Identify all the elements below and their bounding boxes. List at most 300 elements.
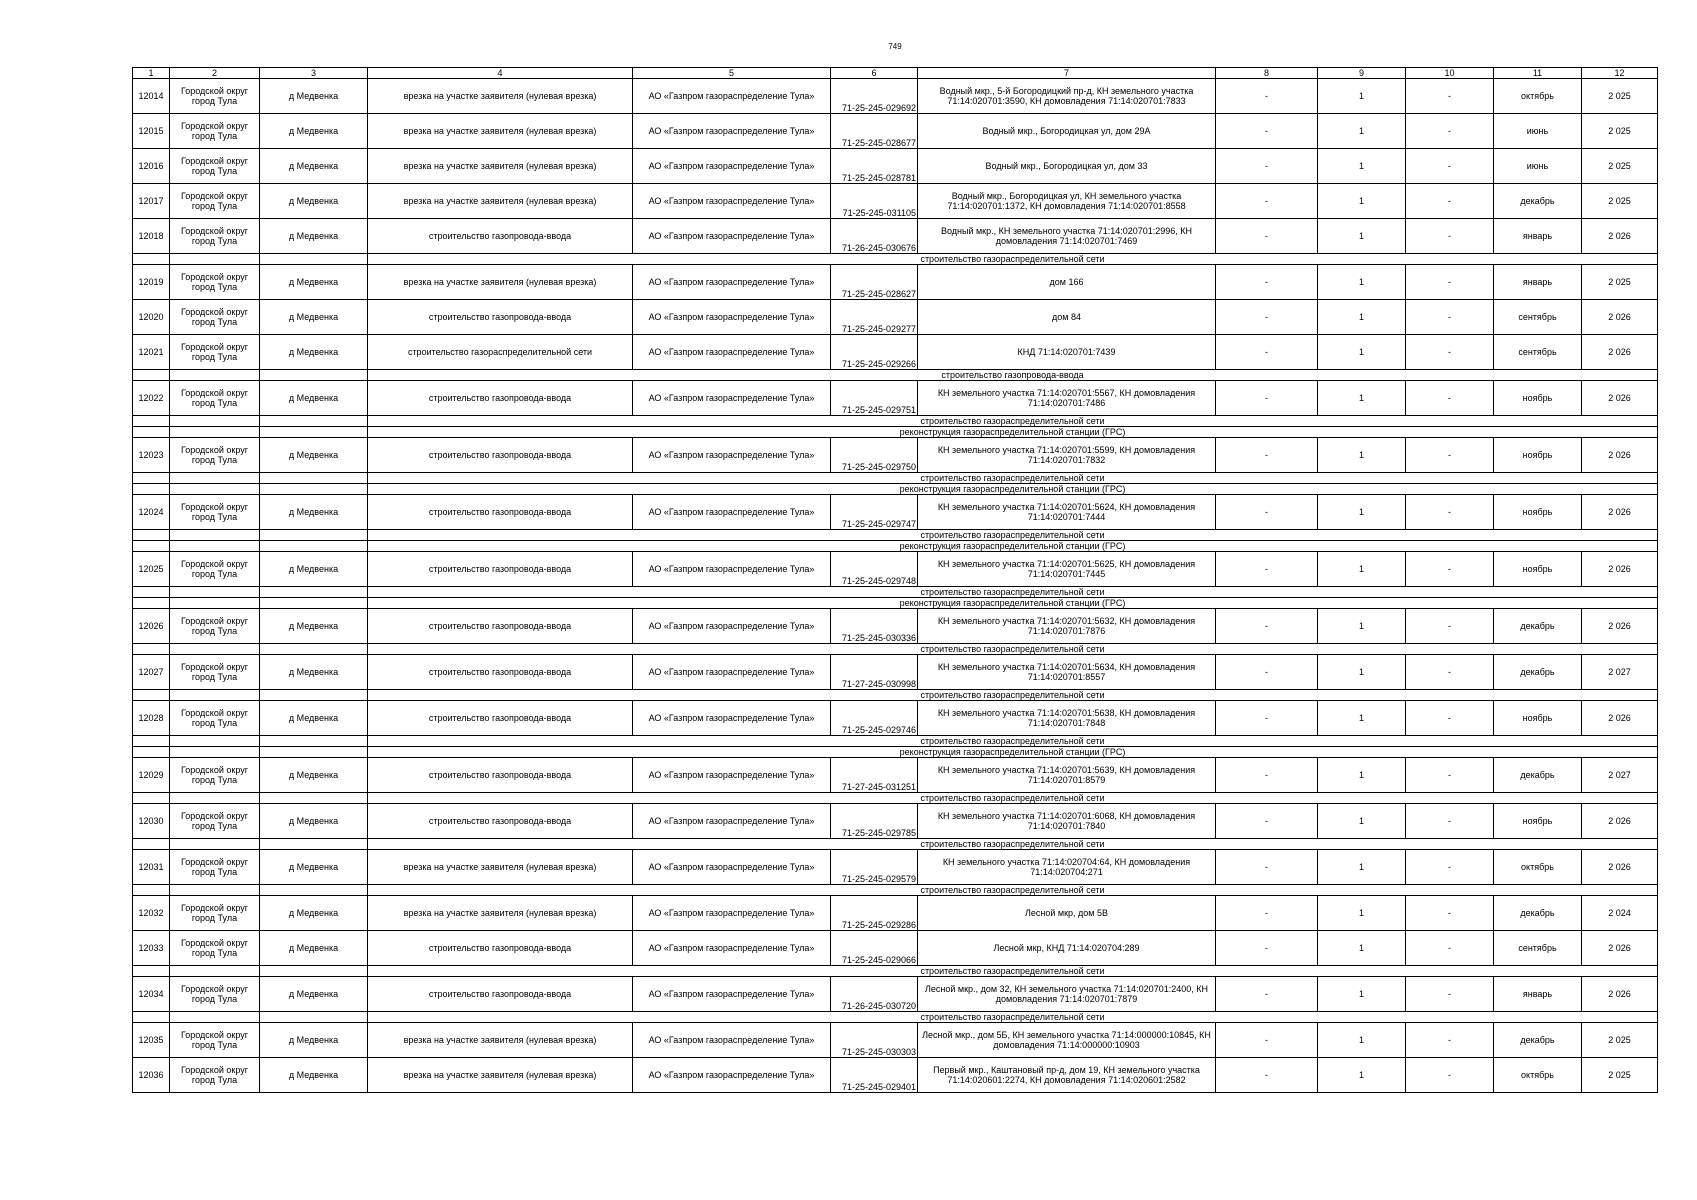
empty-cell <box>260 370 368 381</box>
year-cell: 2 025 <box>1582 114 1658 149</box>
col8-value-cell: - <box>1216 977 1318 1012</box>
sub-row <box>133 473 1658 484</box>
col8-value-cell: - <box>1216 149 1318 184</box>
table-row <box>133 655 1658 690</box>
table-row <box>133 896 1658 931</box>
table-row <box>133 114 1658 149</box>
municipality-cell: Городской округ город Тула <box>170 609 260 644</box>
col8-value-cell: - <box>1216 265 1318 300</box>
column-header: 2 <box>170 68 260 79</box>
municipality-cell: Городской округ город Тула <box>170 701 260 736</box>
municipality-cell: Городской округ город Тула <box>170 896 260 931</box>
address-cell: КН земельного участка 71:14:020701:5639, КН домовладения 71:14:020701:8579 <box>918 758 1216 793</box>
organization-cell: АО «Газпром газораспределение Тула» <box>633 265 831 300</box>
address-cell: КН земельного участка 71:14:020701:5599, КН домовладения 71:14:020701:7832 <box>918 438 1216 473</box>
month-cell: январь <box>1494 977 1582 1012</box>
row-number-cell: 12023 <box>133 438 170 473</box>
page-number: 749 <box>888 42 902 51</box>
col10-value-cell: - <box>1406 149 1494 184</box>
address-cell: Лесной мкр., дом 32, КН земельного участка 71:14:020701:2400, КН домовладения 71:14:020701:7879 <box>918 977 1216 1012</box>
year-cell: 2 024 <box>1582 896 1658 931</box>
application-code-cell: 71-26-245-030720 <box>831 977 918 1012</box>
empty-cell <box>133 839 170 850</box>
empty-cell <box>260 530 368 541</box>
row-number-cell: 12021 <box>133 335 170 370</box>
application-code-cell: 71-26-245-030676 <box>831 219 918 254</box>
application-code-cell: 71-25-245-030336 <box>831 609 918 644</box>
application-code-cell: 71-25-245-029692 <box>831 79 918 114</box>
sub-work-label: строительство газораспределительной сети <box>368 690 1658 701</box>
application-code-cell: 71-25-245-028627 <box>831 265 918 300</box>
month-cell: ноябрь <box>1494 495 1582 530</box>
empty-cell <box>170 416 260 427</box>
organization-cell: АО «Газпром газораспределение Тула» <box>633 850 831 885</box>
col10-value-cell: - <box>1406 265 1494 300</box>
col10-value-cell: - <box>1406 300 1494 335</box>
month-cell: ноябрь <box>1494 381 1582 416</box>
month-cell: июнь <box>1494 149 1582 184</box>
table-row <box>133 79 1658 114</box>
col10-value-cell: - <box>1406 701 1494 736</box>
empty-cell <box>260 966 368 977</box>
sub-work-label: строительство газораспределительной сети <box>368 885 1658 896</box>
year-cell: 2 026 <box>1582 804 1658 839</box>
settlement-cell: д Медвенка <box>260 300 368 335</box>
empty-cell <box>133 1012 170 1023</box>
month-cell: декабрь <box>1494 184 1582 219</box>
col9-value-cell: 1 <box>1318 149 1406 184</box>
application-code-cell: 71-25-245-029401 <box>831 1058 918 1093</box>
municipality-cell: Городской округ город Тула <box>170 184 260 219</box>
col8-value-cell: - <box>1216 850 1318 885</box>
row-number-cell: 12022 <box>133 381 170 416</box>
organization-cell: АО «Газпром газораспределение Тула» <box>633 219 831 254</box>
year-cell: 2 026 <box>1582 495 1658 530</box>
table-row <box>133 552 1658 587</box>
settlement-cell: д Медвенка <box>260 219 368 254</box>
year-cell: 2 025 <box>1582 79 1658 114</box>
empty-cell <box>260 598 368 609</box>
col8-value-cell: - <box>1216 758 1318 793</box>
row-number-cell: 12018 <box>133 219 170 254</box>
empty-cell <box>170 598 260 609</box>
organization-cell: АО «Газпром газораспределение Тула» <box>633 758 831 793</box>
row-number-cell: 12030 <box>133 804 170 839</box>
col9-value-cell: 1 <box>1318 265 1406 300</box>
month-cell: июнь <box>1494 114 1582 149</box>
table-row <box>133 438 1658 473</box>
col10-value-cell: - <box>1406 381 1494 416</box>
empty-cell <box>260 1012 368 1023</box>
year-cell: 2 026 <box>1582 850 1658 885</box>
col9-value-cell: 1 <box>1318 219 1406 254</box>
year-cell: 2 027 <box>1582 758 1658 793</box>
month-cell: декабрь <box>1494 1023 1582 1058</box>
year-cell: 2 026 <box>1582 300 1658 335</box>
empty-cell <box>133 416 170 427</box>
col9-value-cell: 1 <box>1318 438 1406 473</box>
row-number-cell: 12024 <box>133 495 170 530</box>
sub-row <box>133 484 1658 495</box>
organization-cell: АО «Газпром газораспределение Тула» <box>633 495 831 530</box>
empty-cell <box>170 587 260 598</box>
empty-cell <box>260 690 368 701</box>
empty-cell <box>133 530 170 541</box>
municipality-cell: Городской округ город Тула <box>170 1023 260 1058</box>
month-cell: январь <box>1494 265 1582 300</box>
col10-value-cell: - <box>1406 184 1494 219</box>
settlement-cell: д Медвенка <box>260 977 368 1012</box>
column-header: 12 <box>1582 68 1658 79</box>
col10-value-cell: - <box>1406 758 1494 793</box>
municipality-cell: Городской округ город Тула <box>170 758 260 793</box>
settlement-cell: д Медвенка <box>260 552 368 587</box>
settlement-cell: д Медвенка <box>260 609 368 644</box>
settlement-cell: д Медвенка <box>260 265 368 300</box>
municipality-cell: Городской округ город Тула <box>170 335 260 370</box>
settlement-cell: д Медвенка <box>260 896 368 931</box>
year-cell: 2 027 <box>1582 655 1658 690</box>
column-header: 4 <box>368 68 633 79</box>
organization-cell: АО «Газпром газораспределение Тула» <box>633 1023 831 1058</box>
column-header: 7 <box>918 68 1216 79</box>
table-row <box>133 300 1658 335</box>
table-row <box>133 701 1658 736</box>
work-type-cell: строительство газопровода-ввода <box>368 804 633 839</box>
work-type-cell: врезка на участке заявителя (нулевая врезка) <box>368 1023 633 1058</box>
empty-cell <box>133 484 170 495</box>
municipality-cell: Городской округ город Тула <box>170 850 260 885</box>
empty-cell <box>260 587 368 598</box>
col8-value-cell: - <box>1216 438 1318 473</box>
address-cell: дом 84 <box>918 300 1216 335</box>
application-code-cell: 71-25-245-029266 <box>831 335 918 370</box>
sub-work-label: строительство газораспределительной сети <box>368 966 1658 977</box>
address-cell: КН земельного участка 71:14:020701:6068, КН домовладения 71:14:020701:7840 <box>918 804 1216 839</box>
column-header: 10 <box>1406 68 1494 79</box>
work-type-cell: строительство газопровода-ввода <box>368 219 633 254</box>
table-row <box>133 1023 1658 1058</box>
sub-row <box>133 747 1658 758</box>
work-type-cell: врезка на участке заявителя (нулевая врезка) <box>368 896 633 931</box>
empty-cell <box>170 370 260 381</box>
month-cell: октябрь <box>1494 850 1582 885</box>
table-row <box>133 609 1658 644</box>
municipality-cell: Городской округ город Тула <box>170 149 260 184</box>
sub-row <box>133 793 1658 804</box>
settlement-cell: д Медвенка <box>260 701 368 736</box>
work-type-cell: строительство газораспределительной сети <box>368 335 633 370</box>
month-cell: ноябрь <box>1494 804 1582 839</box>
year-cell: 2 026 <box>1582 219 1658 254</box>
settlement-cell: д Медвенка <box>260 149 368 184</box>
address-cell: КНД 71:14:020701:7439 <box>918 335 1216 370</box>
col10-value-cell: - <box>1406 335 1494 370</box>
month-cell: ноябрь <box>1494 552 1582 587</box>
row-number-cell: 12014 <box>133 79 170 114</box>
table-row <box>133 804 1658 839</box>
settlement-cell: д Медвенка <box>260 79 368 114</box>
sub-work-label: строительство газораспределительной сети <box>368 644 1658 655</box>
col8-value-cell: - <box>1216 184 1318 219</box>
sub-row <box>133 541 1658 552</box>
col10-value-cell: - <box>1406 438 1494 473</box>
col9-value-cell: 1 <box>1318 931 1406 966</box>
sub-work-label: реконструкция газораспределительной станции (ГРС) <box>368 484 1658 495</box>
organization-cell: АО «Газпром газораспределение Тула» <box>633 184 831 219</box>
table-row <box>133 931 1658 966</box>
table-row <box>133 219 1658 254</box>
settlement-cell: д Медвенка <box>260 381 368 416</box>
col8-value-cell: - <box>1216 1058 1318 1093</box>
organization-cell: АО «Газпром газораспределение Тула» <box>633 381 831 416</box>
municipality-cell: Городской округ город Тула <box>170 381 260 416</box>
empty-cell <box>133 254 170 265</box>
empty-cell <box>133 747 170 758</box>
sub-row <box>133 530 1658 541</box>
sub-row <box>133 885 1658 896</box>
sub-work-label: реконструкция газораспределительной станции (ГРС) <box>368 427 1658 438</box>
organization-cell: АО «Газпром газораспределение Тула» <box>633 1058 831 1093</box>
sub-row <box>133 427 1658 438</box>
application-code-cell: 71-25-245-031105 <box>831 184 918 219</box>
col9-value-cell: 1 <box>1318 552 1406 587</box>
table-row <box>133 381 1658 416</box>
empty-cell <box>133 690 170 701</box>
empty-cell <box>133 644 170 655</box>
address-cell: Водный мкр., Богородицкая ул, дом 29А <box>918 114 1216 149</box>
empty-cell <box>260 427 368 438</box>
municipality-cell: Городской округ город Тула <box>170 552 260 587</box>
work-type-cell: строительство газопровода-ввода <box>368 758 633 793</box>
row-number-cell: 12028 <box>133 701 170 736</box>
settlement-cell: д Медвенка <box>260 335 368 370</box>
work-type-cell: строительство газопровода-ввода <box>368 495 633 530</box>
empty-cell <box>170 690 260 701</box>
col9-value-cell: 1 <box>1318 977 1406 1012</box>
col9-value-cell: 1 <box>1318 1023 1406 1058</box>
sub-work-label: строительство газопровода-ввода <box>368 370 1658 381</box>
address-cell: Водный мкр., 5-й Богородицкий пр-д, КН земельного участка 71:14:020701:3590, КН домовладения 71:14:020701:7833 <box>918 79 1216 114</box>
empty-cell <box>170 427 260 438</box>
work-type-cell: врезка на участке заявителя (нулевая врезка) <box>368 79 633 114</box>
col8-value-cell: - <box>1216 381 1318 416</box>
sub-work-label: строительство газораспределительной сети <box>368 416 1658 427</box>
sub-work-label: строительство газораспределительной сети <box>368 530 1658 541</box>
year-cell: 2 026 <box>1582 552 1658 587</box>
col9-value-cell: 1 <box>1318 609 1406 644</box>
col9-value-cell: 1 <box>1318 804 1406 839</box>
column-header: 9 <box>1318 68 1406 79</box>
empty-cell <box>170 747 260 758</box>
empty-cell <box>133 587 170 598</box>
row-number-cell: 12029 <box>133 758 170 793</box>
organization-cell: АО «Газпром газораспределение Тула» <box>633 804 831 839</box>
municipality-cell: Городской округ город Тула <box>170 977 260 1012</box>
empty-cell <box>170 1012 260 1023</box>
municipality-cell: Городской округ город Тула <box>170 79 260 114</box>
organization-cell: АО «Газпром газораспределение Тула» <box>633 79 831 114</box>
municipality-cell: Городской округ город Тула <box>170 300 260 335</box>
sub-row <box>133 598 1658 609</box>
column-header: 8 <box>1216 68 1318 79</box>
year-cell: 2 026 <box>1582 977 1658 1012</box>
address-cell: Лесной мкр., дом 5Б, КН земельного участка 71:14:000000:10845, КН домовладения 71:14:000000:10903 <box>918 1023 1216 1058</box>
application-code-cell: 71-25-245-030303 <box>831 1023 918 1058</box>
address-cell: Первый мкр., Каштановый пр-д, дом 19, КН земельного участка 71:14:020601:2274, КН домовладения 71:14:020601:2582 <box>918 1058 1216 1093</box>
sub-row <box>133 587 1658 598</box>
month-cell: сентябрь <box>1494 335 1582 370</box>
empty-cell <box>170 793 260 804</box>
row-number-cell: 12034 <box>133 977 170 1012</box>
month-cell: декабрь <box>1494 758 1582 793</box>
address-cell: Лесной мкр, КНД 71:14:020704:289 <box>918 931 1216 966</box>
empty-cell <box>170 484 260 495</box>
row-number-cell: 12025 <box>133 552 170 587</box>
empty-cell <box>133 541 170 552</box>
application-code-cell: 71-25-245-028677 <box>831 114 918 149</box>
organization-cell: АО «Газпром газораспределение Тула» <box>633 335 831 370</box>
col10-value-cell: - <box>1406 896 1494 931</box>
settlement-cell: д Медвенка <box>260 1058 368 1093</box>
year-cell: 2 026 <box>1582 335 1658 370</box>
row-number-cell: 12036 <box>133 1058 170 1093</box>
empty-cell <box>170 541 260 552</box>
sub-work-label: строительство газораспределительной сети <box>368 1012 1658 1023</box>
address-cell: КН земельного участка 71:14:020704:64, КН домовладения 71:14:020704:271 <box>918 850 1216 885</box>
col8-value-cell: - <box>1216 300 1318 335</box>
empty-cell <box>170 530 260 541</box>
row-number-cell: 12017 <box>133 184 170 219</box>
work-type-cell: строительство газопровода-ввода <box>368 701 633 736</box>
application-code-cell: 71-25-245-029750 <box>831 438 918 473</box>
column-header: 3 <box>260 68 368 79</box>
row-number-cell: 12026 <box>133 609 170 644</box>
organization-cell: АО «Газпром газораспределение Тула» <box>633 896 831 931</box>
empty-cell <box>170 736 260 747</box>
sub-work-label: реконструкция газораспределительной станции (ГРС) <box>368 598 1658 609</box>
col10-value-cell: - <box>1406 850 1494 885</box>
table-row <box>133 265 1658 300</box>
application-code-cell: 71-27-245-031251 <box>831 758 918 793</box>
col8-value-cell: - <box>1216 655 1318 690</box>
settlement-cell: д Медвенка <box>260 655 368 690</box>
settlement-cell: д Медвенка <box>260 850 368 885</box>
col9-value-cell: 1 <box>1318 381 1406 416</box>
empty-cell <box>260 254 368 265</box>
row-number-cell: 12033 <box>133 931 170 966</box>
work-type-cell: строительство газопровода-ввода <box>368 438 633 473</box>
organization-cell: АО «Газпром газораспределение Тула» <box>633 977 831 1012</box>
data-table <box>132 67 1658 1093</box>
address-cell: КН земельного участка 71:14:020701:5632, КН домовладения 71:14:020701:7876 <box>918 609 1216 644</box>
col10-value-cell: - <box>1406 114 1494 149</box>
work-type-cell: строительство газопровода-ввода <box>368 977 633 1012</box>
column-header: 11 <box>1494 68 1582 79</box>
table-row <box>133 977 1658 1012</box>
col8-value-cell: - <box>1216 114 1318 149</box>
empty-cell <box>133 966 170 977</box>
empty-cell <box>260 793 368 804</box>
col10-value-cell: - <box>1406 609 1494 644</box>
empty-cell <box>260 839 368 850</box>
col9-value-cell: 1 <box>1318 114 1406 149</box>
col9-value-cell: 1 <box>1318 184 1406 219</box>
sub-work-label: строительство газораспределительной сети <box>368 254 1658 265</box>
empty-cell <box>133 885 170 896</box>
sub-row <box>133 839 1658 850</box>
municipality-cell: Городской округ город Тула <box>170 114 260 149</box>
col10-value-cell: - <box>1406 79 1494 114</box>
table-row <box>133 495 1658 530</box>
col9-value-cell: 1 <box>1318 701 1406 736</box>
empty-cell <box>133 598 170 609</box>
sub-row <box>133 254 1658 265</box>
application-code-cell: 71-25-245-029751 <box>831 381 918 416</box>
municipality-cell: Городской округ город Тула <box>170 495 260 530</box>
year-cell: 2 025 <box>1582 184 1658 219</box>
col8-value-cell: - <box>1216 1023 1318 1058</box>
empty-cell <box>170 644 260 655</box>
col8-value-cell: - <box>1216 931 1318 966</box>
col9-value-cell: 1 <box>1318 850 1406 885</box>
sub-row <box>133 1012 1658 1023</box>
work-type-cell: строительство газопровода-ввода <box>368 655 633 690</box>
col9-value-cell: 1 <box>1318 655 1406 690</box>
address-cell: КН земельного участка 71:14:020701:5634, КН домовладения 71:14:020701:8557 <box>918 655 1216 690</box>
sub-work-label: строительство газораспределительной сети <box>368 793 1658 804</box>
settlement-cell: д Медвенка <box>260 114 368 149</box>
col10-value-cell: - <box>1406 804 1494 839</box>
sub-work-label: строительство газораспределительной сети <box>368 473 1658 484</box>
year-cell: 2 026 <box>1582 438 1658 473</box>
row-number-cell: 12019 <box>133 265 170 300</box>
work-type-cell: врезка на участке заявителя (нулевая врезка) <box>368 114 633 149</box>
settlement-cell: д Медвенка <box>260 758 368 793</box>
year-cell: 2 026 <box>1582 931 1658 966</box>
sub-row <box>133 736 1658 747</box>
month-cell: ноябрь <box>1494 438 1582 473</box>
sub-work-label: строительство газораспределительной сети <box>368 736 1658 747</box>
address-cell: Водный мкр., Богородицкая ул, дом 33 <box>918 149 1216 184</box>
empty-cell <box>133 736 170 747</box>
col8-value-cell: - <box>1216 804 1318 839</box>
table-row <box>133 149 1658 184</box>
column-header: 5 <box>633 68 831 79</box>
table-row <box>133 184 1658 219</box>
municipality-cell: Городской округ город Тула <box>170 438 260 473</box>
organization-cell: АО «Газпром газораспределение Тула» <box>633 931 831 966</box>
col10-value-cell: - <box>1406 1023 1494 1058</box>
col9-value-cell: 1 <box>1318 896 1406 931</box>
work-type-cell: строительство газопровода-ввода <box>368 552 633 587</box>
month-cell: январь <box>1494 219 1582 254</box>
organization-cell: АО «Газпром газораспределение Тула» <box>633 701 831 736</box>
col10-value-cell: - <box>1406 219 1494 254</box>
application-code-cell: 71-25-245-029746 <box>831 701 918 736</box>
work-type-cell: врезка на участке заявителя (нулевая врезка) <box>368 850 633 885</box>
organization-cell: АО «Газпром газораспределение Тула» <box>633 114 831 149</box>
month-cell: октябрь <box>1494 1058 1582 1093</box>
settlement-cell: д Медвенка <box>260 438 368 473</box>
address-cell: КН земельного участка 71:14:020701:5625, КН домовладения 71:14:020701:7445 <box>918 552 1216 587</box>
empty-cell <box>260 747 368 758</box>
col8-value-cell: - <box>1216 495 1318 530</box>
table-row <box>133 758 1658 793</box>
empty-cell <box>260 885 368 896</box>
application-code-cell: 71-25-245-029747 <box>831 495 918 530</box>
month-cell: декабрь <box>1494 609 1582 644</box>
